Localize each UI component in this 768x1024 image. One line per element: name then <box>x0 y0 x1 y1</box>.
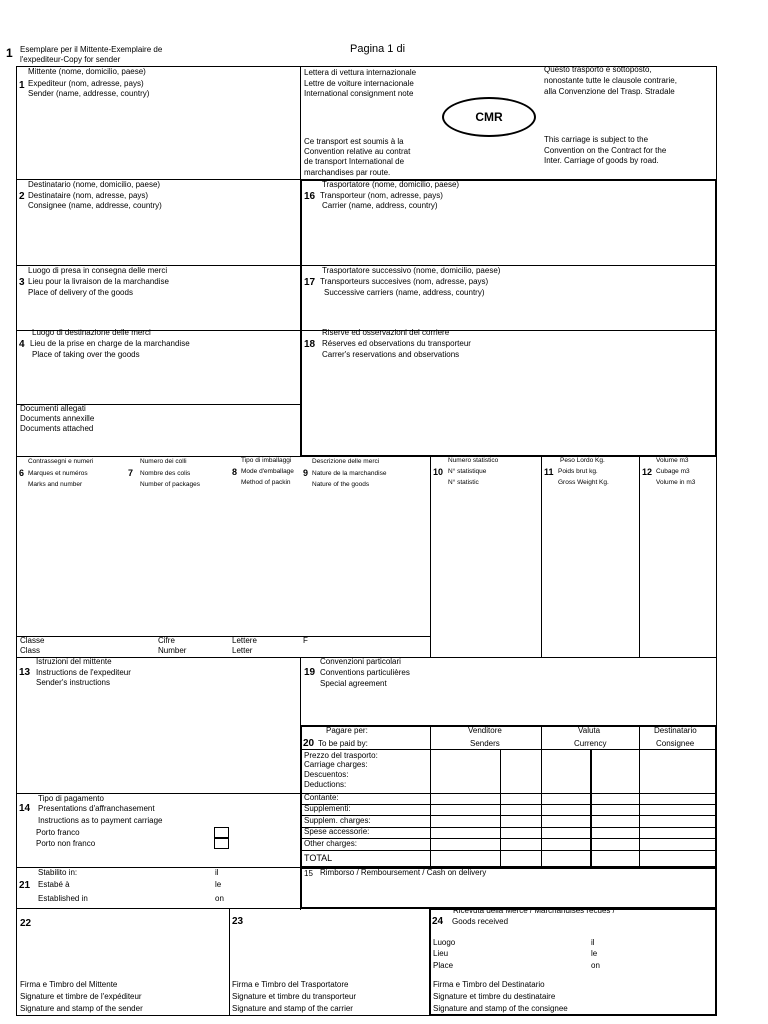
date-il: il <box>591 938 595 947</box>
field-number: 3 <box>19 277 25 288</box>
carrier-label-en: Carrier (name, address, country) <box>322 201 438 210</box>
convention-note-fr-3: de transport International de <box>304 157 405 166</box>
convention-note-it: Questo trasporto è sottoposto, <box>544 65 652 74</box>
marks-en: Marks and number <box>28 481 83 488</box>
date-le: le <box>591 949 598 958</box>
field-number: 9 <box>303 468 309 478</box>
convention-note-it-3: alla Convenzione del Trasp. Stradale <box>544 87 675 96</box>
weight-it: Peso Lordo Kg. <box>560 457 605 464</box>
successive-carrier-fr: Transporteurs succesives (nom, adresse, pays) <box>320 277 489 286</box>
page-label: Pagina 1 di <box>350 43 406 55</box>
convention-note-it-2: nonostante tutte le clausole contrarie, <box>544 76 677 85</box>
field-number: 12 <box>642 467 653 477</box>
place-lieu: Lieu <box>433 949 449 958</box>
col-senders: Senders <box>470 739 500 748</box>
field-number: 4 <box>19 339 25 350</box>
consignment-note-it: Lettera di vettura internazionale <box>304 68 417 77</box>
porto-non-franco-label: Porto non franco <box>36 839 96 848</box>
field-number: 8 <box>232 467 238 477</box>
nature-it: Descrizione delle merci <box>312 458 380 465</box>
convention-note-fr: Ce transport est soumis à la <box>304 137 404 146</box>
row-label: Other charges: <box>304 839 357 848</box>
reservations-en: Carrer's reservations and observations <box>322 350 460 359</box>
copy-number: 1 <box>6 46 13 60</box>
copy-label: Esemplare per il Mittente-Exemplaire de <box>20 45 163 54</box>
place-taking-fr: Lieu de la prise en charge de la marchandise <box>30 339 190 348</box>
established-en: Established in <box>38 894 88 903</box>
field-number: 18 <box>304 339 316 350</box>
field-number: 14 <box>19 803 31 814</box>
packing-fr: Mode d'emballage <box>241 468 294 475</box>
volume-en: Volume in m3 <box>656 479 696 486</box>
instructions-it: Istruzioni del mittente <box>36 657 112 666</box>
sender-signature-it: Firma e Timbro del Mittente <box>20 980 118 989</box>
carrier-label-fr: Transporteur (nom, adresse, pays) <box>320 191 443 200</box>
field-number: 11 <box>544 467 554 477</box>
goods-received-en: Goods received <box>452 917 509 926</box>
payment-type-it: Tipo di pagamento <box>38 794 104 803</box>
class-label-en: Class <box>20 646 41 655</box>
field-number: 24 <box>432 916 444 927</box>
row-label: Prezzo del trasporto: <box>304 751 378 760</box>
field-number: 1 <box>19 80 25 91</box>
row-label: Spese accessorie: <box>304 827 370 836</box>
row-label: Deductions: <box>304 780 347 789</box>
packages-en: Number of packages <box>140 481 200 488</box>
row-label: Descuentos: <box>304 770 349 779</box>
field-number: 17 <box>304 277 316 288</box>
consignment-note-en: International consignment note <box>304 89 414 98</box>
field-number: 6 <box>19 468 25 478</box>
weight-en: Gross Weight Kg. <box>558 479 609 486</box>
statistic-en: N° statistic <box>448 479 479 486</box>
consignee-label-fr: Destinataire (nom, adresse, pays) <box>28 191 149 200</box>
letter-label-it: Lettere <box>232 636 257 645</box>
field-number: 22 <box>20 918 32 929</box>
nature-fr: Nature de la marchandise <box>312 470 387 477</box>
class-label-it: Classe <box>20 636 45 645</box>
carrier-signature-fr: Signature et timbre du transporteur <box>232 992 357 1001</box>
marks-it: Contrassegni e numeri <box>28 458 94 465</box>
place-luogo: Luogo <box>433 938 456 947</box>
packages-it: Numero dei colli <box>140 458 187 465</box>
porto-franco-label: Porto franco <box>36 828 80 837</box>
field-number: 19 <box>304 667 316 678</box>
field-number: 23 <box>232 916 244 927</box>
instructions-en: Sender's instructions <box>36 678 111 687</box>
documents-it: Documenti allegati <box>20 404 86 413</box>
successive-carrier-it: Trasportatore successivo (nome, domicilio, paese) <box>322 266 501 275</box>
porto-franco-checkbox[interactable] <box>214 827 229 838</box>
payment-type-en: Instructions as to payment carriage <box>38 816 163 825</box>
porto-non-franco-checkbox[interactable] <box>214 838 229 849</box>
documents-en: Documents attached <box>20 424 94 433</box>
col-valuta: Valuta <box>578 726 601 735</box>
row-label: Carriage charges: <box>304 760 368 769</box>
convention-note-fr-2: Convention relative au contrat <box>304 147 411 156</box>
consignee-signature-it: Firma e Timbro del Destinatario <box>433 980 545 989</box>
cmr-badge: CMR <box>442 97 536 137</box>
row-label: Supplementi: <box>304 804 351 813</box>
established-fr: Estabé à <box>38 880 70 889</box>
statistic-fr: N° statistique <box>448 468 487 475</box>
consignment-note-fr: Lettre de voiture internacionale <box>304 79 414 88</box>
marks-fr: Marques et numéros <box>28 470 88 477</box>
date-on: on <box>591 961 600 970</box>
special-agreement-fr: Conventions particulières <box>320 668 410 677</box>
place-place: Place <box>433 961 454 970</box>
packing-en: Method of packin <box>241 479 291 486</box>
carrier-label-it: Trasportatore (nome, domicilio, paese) <box>322 180 460 189</box>
date-il: il <box>215 868 219 877</box>
instructions-fr: Instructions de l'expediteur <box>36 668 131 677</box>
sender-label-en: Sender (name, addresse, country) <box>28 89 150 98</box>
convention-note-en-2: Convention on the Contract for the <box>544 146 667 155</box>
field-number: 7 <box>128 468 134 478</box>
number-label-en: Number <box>158 646 187 655</box>
consignee-label-en: Consignee (name, addresse, country) <box>28 201 162 210</box>
field-number: 13 <box>19 667 31 678</box>
carrier-signature-it: Firma e Timbro del Trasportatore <box>232 980 349 989</box>
convention-note-fr-4: marchandises par route. <box>304 168 391 177</box>
sender-signature-fr: Signature et timbre de l'expéditeur <box>20 992 142 1001</box>
weight-fr: Poids brut kg. <box>558 468 598 475</box>
row-label: Contante: <box>304 793 339 802</box>
to-be-paid-it: Pagare per: <box>326 726 368 735</box>
reservations-it: Riserve ed osservazioni del corriere <box>322 328 450 337</box>
cash-on-delivery-label: Rimborso / Remboursement / Cash on delivery <box>320 868 487 877</box>
field-number: 16 <box>304 191 316 202</box>
letter-label-en: Letter <box>232 646 253 655</box>
convention-note-en-3: Inter. Carriage of goods by road. <box>544 156 659 165</box>
successive-carrier-en: Successive carriers (name, address, country) <box>324 288 485 297</box>
established-it: Stabilito in: <box>38 868 78 877</box>
number-label-it: Cifre <box>158 636 175 645</box>
packages-fr: Nombre des colis <box>140 470 191 477</box>
reservations-fr: Réserves ed observations du transporteur <box>322 339 471 348</box>
col-currency: Currency <box>574 739 607 748</box>
nature-en: Nature of the goods <box>312 481 370 488</box>
volume-fr: Cubage m3 <box>656 468 690 475</box>
convention-note-en: This carriage is subject to the <box>544 135 649 144</box>
sender-label-it: Mittente (nome, domicilio, paese) <box>28 67 146 76</box>
sender-label-fr: Expediteur (nom, adresse, pays) <box>28 79 144 88</box>
place-taking-en: Place of taking over the goods <box>32 350 140 359</box>
date-on: on <box>215 894 224 903</box>
f-label: F <box>303 636 308 645</box>
field-number: 21 <box>19 880 31 891</box>
consignee-signature-en: Signature and stamp of the consignee <box>433 1004 568 1013</box>
row-total: TOTAL <box>304 853 333 863</box>
statistic-it: Numero statistico <box>448 457 499 464</box>
packing-it: Tipo di imballaggi <box>241 457 292 464</box>
payment-type-fr: Presentations d'affranchasement <box>38 804 155 813</box>
field-number: 10 <box>433 467 444 477</box>
col-consignee: Consignee <box>656 739 695 748</box>
volume-it: Volume m3 <box>656 457 689 464</box>
copy-label-en: l'expediteur-Copy for sender <box>20 55 121 64</box>
to-be-paid-en: To be paid by: <box>318 739 368 748</box>
place-delivery-fr: Lieu pour la livraison de la marchandise <box>28 277 169 286</box>
place-delivery-it: Luogo di presa in consegna delle merci <box>28 266 168 275</box>
place-taking-it: Luogo di destinazione delle merci <box>32 328 151 337</box>
special-agreement-it: Convenzioni particolari <box>320 657 401 666</box>
sender-signature-en: Signature and stamp of the sender <box>20 1004 143 1013</box>
date-le: le <box>215 880 222 889</box>
special-agreement-en: Special agreement <box>320 679 387 688</box>
col-destinatario: Destinatario <box>654 726 697 735</box>
row-label: Supplem. charges: <box>304 816 371 825</box>
field-number: 15 <box>304 869 313 878</box>
goods-received-it: Ricevuta della Merce / Marchandises recues / <box>453 906 615 915</box>
field-number: 20 <box>303 738 315 749</box>
col-venditore: Venditore <box>468 726 502 735</box>
documents-fr: Documents annexille <box>20 414 95 423</box>
field-number: 2 <box>19 191 25 202</box>
consignee-signature-fr: Signature et timbre du destinataire <box>433 992 556 1001</box>
place-delivery-en: Place of delivery of the goods <box>28 288 133 297</box>
consignee-label-it: Destinatario (nome, domicilio, paese) <box>28 180 161 189</box>
carrier-signature-en: Signature and stamp of the carrier <box>232 1004 353 1013</box>
